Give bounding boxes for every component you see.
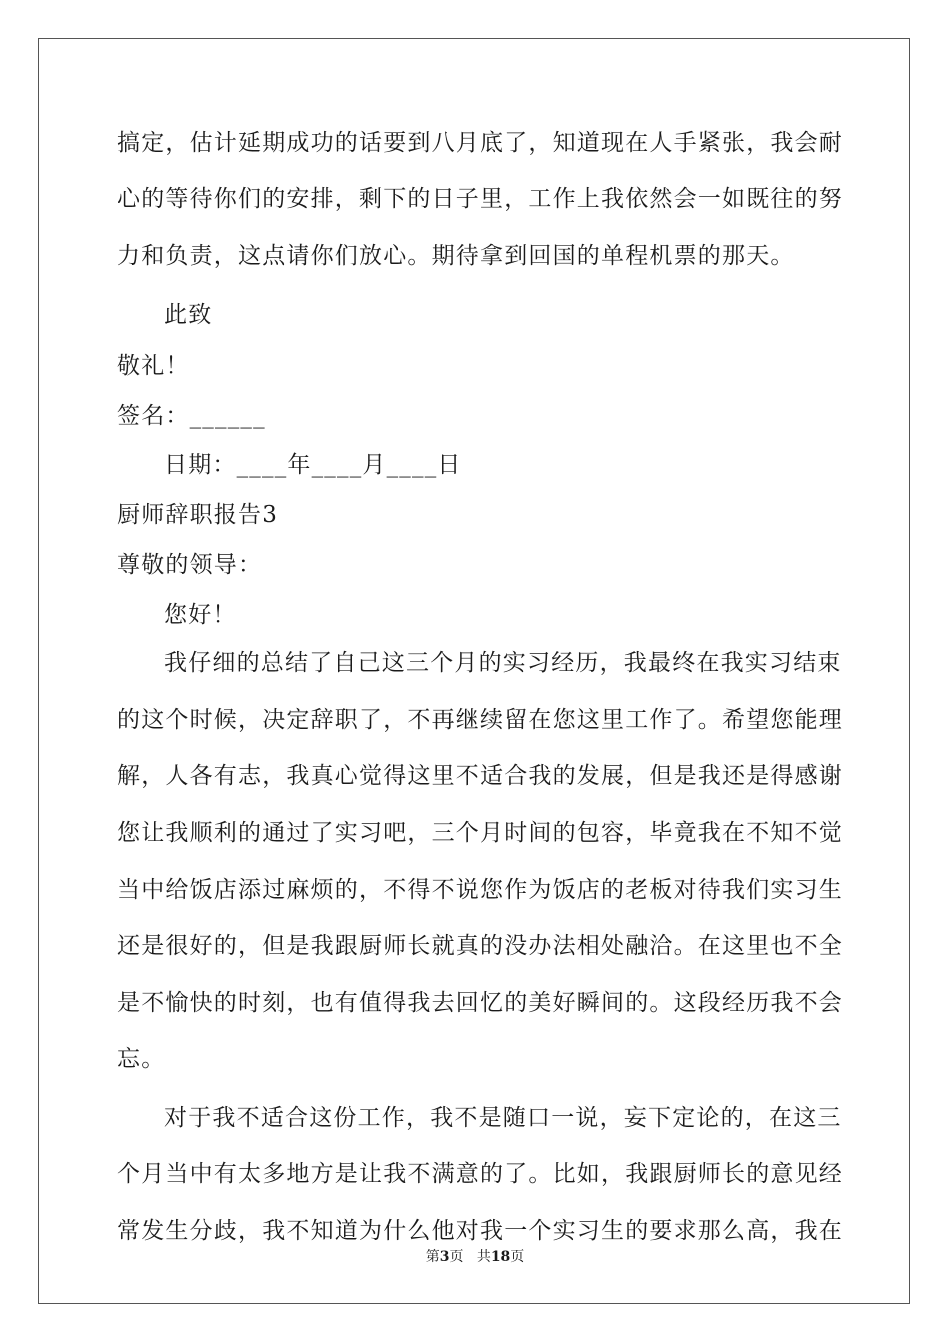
text-line: 心的等待你们的安排，剩下的日子里，工作上我依然会一如既往的努 (117, 186, 843, 212)
text-line: 是不愉快的时刻，也有值得我去回忆的美好瞬间的。这段经历我不会 (117, 990, 843, 1016)
greeting-hello: 您好！ (164, 602, 237, 628)
date-line: 日期：____年____月____日 (164, 452, 462, 478)
footer-total-suffix: 页 (510, 1249, 525, 1265)
footer-page-suffix: 页 (449, 1249, 464, 1265)
text-line: 对于我不适合这份工作，我不是随口一说，妄下定论的，在这三 (164, 1105, 842, 1131)
greeting: 尊敬的领导： (117, 552, 263, 578)
footer-page-number: 3 (439, 1249, 450, 1265)
signature-line: 签名：______ (117, 403, 266, 429)
text-line: 还是很好的，但是我跟厨师长就真的没办法相处融洽。在这里也不全 (117, 933, 843, 959)
text-line: 您让我顺利的通过了实习吧，三个月时间的包容，毕竟我在不知不觉 (117, 820, 843, 846)
text-line: 解，人各有志，我真心觉得这里不适合我的发展，但是我还是得感谢 (117, 763, 843, 789)
text-line: 当中给饭店添过麻烦的，不得不说您作为饭店的老板对待我们实习生 (117, 877, 843, 903)
salutation-closing: 此致 (164, 302, 213, 328)
footer-total-pages: 18 (490, 1249, 511, 1265)
footer-prefix: 第 (425, 1249, 440, 1265)
section-title: 厨师辞职报告3 (117, 502, 279, 528)
text-line: 搞定，估计延期成功的话要到八月底了，知道现在人手紧张，我会耐 (117, 130, 843, 156)
text-line: 忘。 (117, 1046, 166, 1072)
page-footer (0, 1248, 950, 1266)
text-line: 个月当中有太多地方是让我不满意的了。比如，我跟厨师长的意见经 (117, 1161, 843, 1187)
text-line: 我仔细的总结了自己这三个月的实习经历，我最终在我实习结束 (164, 650, 842, 676)
salutation-regards: 敬礼！ (117, 353, 190, 379)
text-line: 常发生分歧，我不知道为什么他对我一个实习生的要求那么高，我在 (117, 1218, 843, 1244)
footer-total-prefix: 共 (476, 1249, 491, 1265)
text-line: 的这个时候，决定辞职了，不再继续留在您这里工作了。希望您能理 (117, 707, 843, 733)
text-line: 力和负责，这点请你们放心。期待拿到回国的单程机票的那天。 (117, 243, 795, 269)
